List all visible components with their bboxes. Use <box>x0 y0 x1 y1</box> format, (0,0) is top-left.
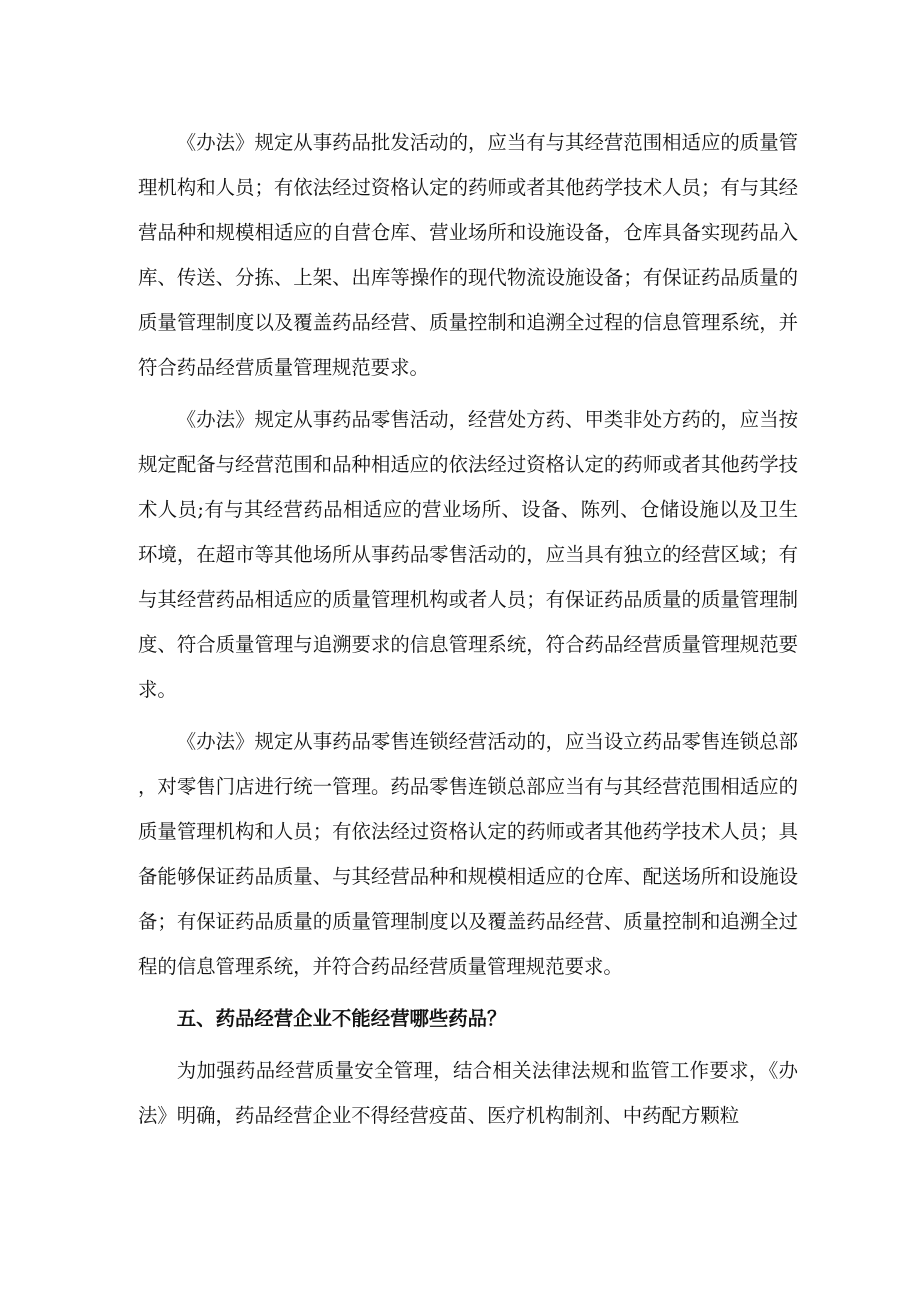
paragraph-prohibited: 为加强药品经营质量安全管理，结合相关法律法规和监管工作要求，《办法》明确，药品经营企业不得经营疫苗、医疗机构制剂、中药配方颗粒 <box>138 1059 798 1127</box>
section-heading: 五、药品经营企业不能经营哪些药品？ <box>176 1007 507 1030</box>
document-body <box>138 120 798 1145</box>
paragraph-retail-chain: 《办法》规定从事药品零售连锁经营活动的，应当设立药品零售连锁总部，对零售门店进行统一管理。药品零售连锁总部应当有与其经营范围相适应的质量管理机构和人员；有依法经过资格认定的药师或者其他药学技术人员；具备能够保证药品质量、与其经营品种和规模相适应的仓库、配送场所和设施设备；有保证药品质量的质量管理制度以及覆盖药品经营、质量控制和追溯全过程的信息管理系统，并符合药品经营质量管理规范要求。 <box>138 730 798 978</box>
paragraph-retail: 《办法》规定从事药品零售活动，经营处方药、甲类非处方药的，应当按规定配备与经营范围和品种相适应的依法经过资格认定的药师或者其他药学技术人员;有与其经营药品相适应的营业场所、设备、陈列、仓储设施以及卫生环境，在超市等其他场所从事药品零售活动的，应当具有独立的经营区域；有与其经营药品相适应的质量管理机构或者人员；有保证药品质量的质量管理制度、符合质量管理与追溯要求的信息管理系统，符合药品经营质量管理规范要求。 <box>138 408 798 701</box>
paragraph-wholesale: 《办法》规定从事药品批发活动的，应当有与其经营范围相适应的质量管理机构和人员；有依法经过资格认定的药师或者其他药学技术人员；有与其经营品种和规模相适应的自营仓库、营业场所和设施设备，仓库具备实现药品入库、传送、分拣、上架、出库等操作的现代物流设施设备；有保证药品质量的质量管理制度以及覆盖药品经营、质量控制和追溯全过程的信息管理系统，并符合药品经营质量管理规范要求。 <box>138 131 798 379</box>
